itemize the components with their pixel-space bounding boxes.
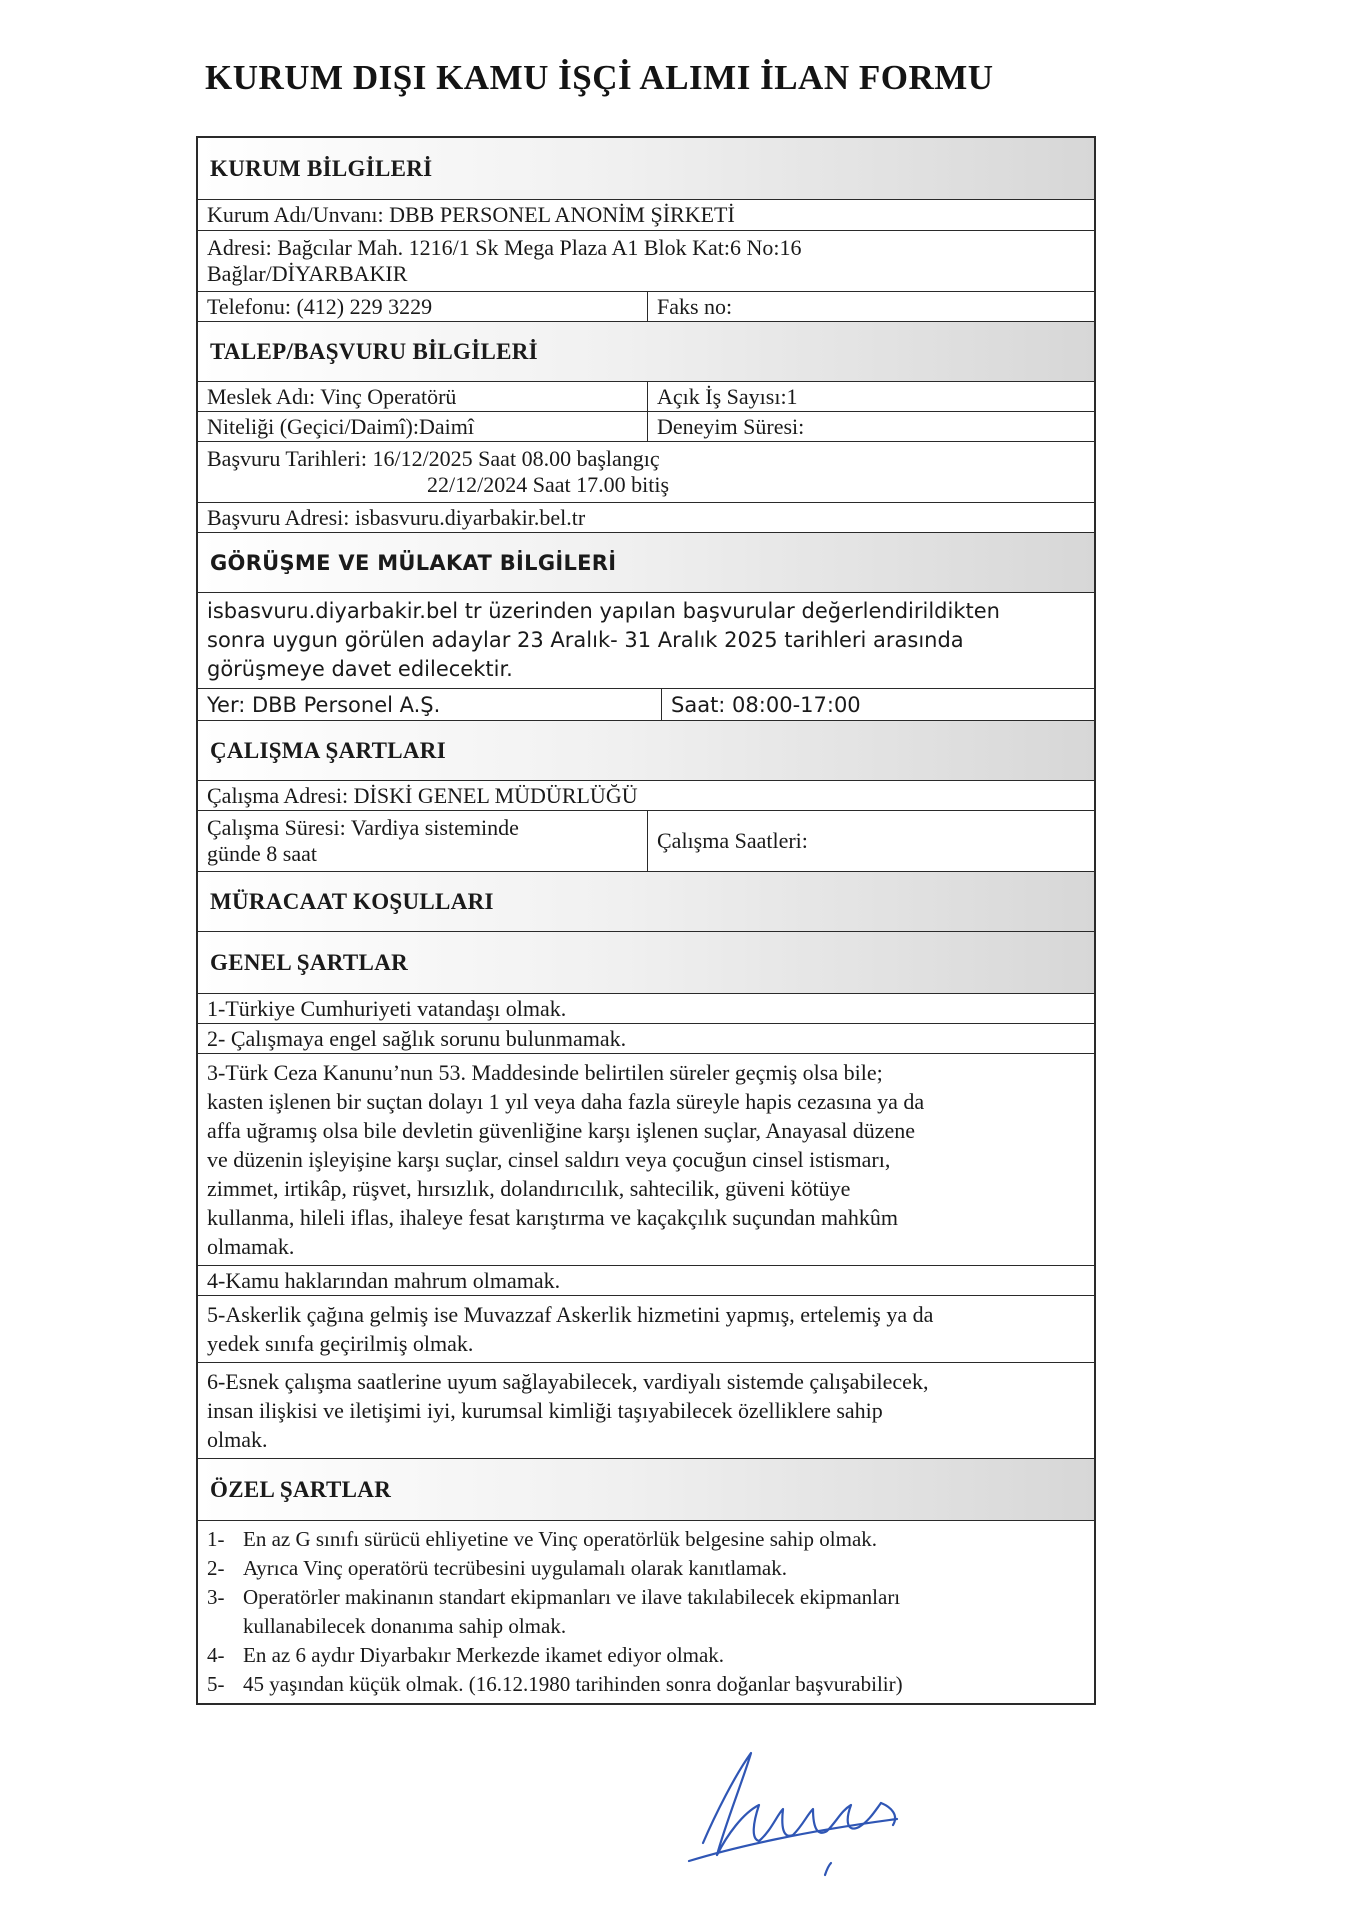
list-item-number: 2- [207, 1556, 225, 1580]
list-item-text: En az G sınıfı sürücü ehliyetine ve Vinç operatörlük belgesine sahip olmak. [243, 1527, 878, 1551]
section-heading-ozel: ÖZEL ŞARTLAR [198, 1459, 1094, 1520]
niteligi: Niteliği (Geçici/Daimî):Daimî [198, 412, 648, 441]
genel-sart-5 [198, 1296, 1094, 1362]
kurum-adres-line-2: Bağlar/DİYARBAKIR [207, 261, 408, 286]
page-title: KURUM DIŞI KAMU İŞÇİ ALIMI İLAN FORMU [205, 58, 994, 97]
genel-sart-2: 2- Çalışmaya engel sağlık sorunu bulunmamak. [207, 1025, 627, 1051]
ozel-sartlar-list [198, 1521, 1094, 1703]
row-genel-6 [198, 1363, 1094, 1459]
row-genel-1 [198, 994, 1094, 1024]
calisma-suresi-line-2: günde 8 saat [207, 841, 317, 866]
list-item-text: Ayrıca Vinç operatörü tecrübesini uygulamalı olarak kanıtlamak. [243, 1556, 787, 1580]
genel-sart-3-line: 3-Türk Ceza Kanunu’nun 53. Maddesinde belirtilen süreler geçmiş olsa bile; [207, 1060, 883, 1085]
gorusme-aciklama [198, 593, 1094, 688]
genel-sart-5-line: yedek sınıfa geçirilmiş olmak. [207, 1331, 474, 1356]
row-genel-3 [198, 1054, 1094, 1266]
genel-sart-5-line: 5-Askerlik çağına gelmiş ise Muvazzaf Askerlik hizmetini yapmış, ertelemiş ya da [207, 1302, 934, 1327]
section-talep [198, 322, 1094, 382]
list-item [207, 1583, 1085, 1641]
gorusme-line-2: sonra uygun görülen adaylar 23 Aralık- 31 Aralık 2025 tarihleri arasında [207, 628, 964, 652]
kurum-telefon: Telefonu: (412) 229 3229 [198, 292, 648, 321]
gorusme-yer: Yer: DBB Personel A.Ş. [198, 689, 662, 720]
signature [655, 1735, 925, 1885]
list-item-number: 3- [207, 1585, 225, 1609]
genel-sart-3-line: kullanma, hileli iflas, ihaleye fesat karıştırma ve kaçakçılık suçundan mahkûm [207, 1205, 898, 1230]
calisma-suresi [198, 811, 648, 871]
row-genel-4 [198, 1266, 1094, 1296]
genel-sart-6-line: olmak. [207, 1427, 268, 1452]
section-calisma [198, 721, 1094, 781]
row-kurum-adres [198, 231, 1094, 292]
list-item-line: Operatörler makinanın standart ekipmanları ve ilave takılabilecek ekipmanları [243, 1585, 901, 1609]
gorusme-line-3: görüşmeye davet edilecektir. [207, 657, 513, 681]
section-muracaat [198, 872, 1094, 932]
row-genel-5 [198, 1296, 1094, 1363]
basvuru-bitis: 22/12/2024 Saat 17.00 bitiş [427, 472, 669, 497]
genel-sart-4: 4-Kamu haklarından mahrum olmamak. [207, 1267, 561, 1293]
row-niteligi [198, 412, 1094, 442]
row-calisma-adres [198, 781, 1094, 811]
calisma-adresi: Çalışma Adresi: DİSKİ GENEL MÜDÜRLÜĞÜ [207, 782, 638, 808]
row-gorusme-text [198, 593, 1094, 689]
genel-sart-6-line: insan ilişkisi ve iletişimi iyi, kurumsal kimliği taşıyabilecek özelliklere sahip [207, 1398, 883, 1423]
deneyim-suresi: Deneyim Süresi: [657, 413, 805, 439]
basvuru-tarihleri [198, 442, 1094, 502]
list-item [207, 1554, 1085, 1583]
calisma-suresi-line-1: Çalışma Süresi: Vardiya sisteminde [207, 815, 519, 840]
calisma-saatleri: Çalışma Saatleri: [657, 828, 808, 853]
genel-sart-3-line: kasten işlenen bir suçtan dolayı 1 yıl veya daha fazla süreyle hapis cezasına ya da [207, 1089, 925, 1114]
section-heading-gorusme: GÖRÜŞME VE MÜLAKAT BİLGİLERİ [198, 533, 1094, 592]
list-item-text: 45 yaşından küçük olmak. (16.12.1980 tarihinden sonra doğanlar başvurabilir) [243, 1672, 903, 1696]
row-genel-2 [198, 1024, 1094, 1054]
section-genel [198, 932, 1094, 994]
genel-sart-3-line: zimmet, irtikâp, rüşvet, hırsızlık, dolandırıcılık, sahtecilik, güveni kötüye [207, 1176, 851, 1201]
genel-sart-3 [198, 1054, 1094, 1265]
gorusme-saat: Saat: 08:00-17:00 [671, 692, 861, 717]
list-item [207, 1670, 1085, 1699]
list-item [207, 1525, 1085, 1554]
row-basvuru-adres [198, 503, 1094, 533]
announcement-form [196, 136, 1096, 1705]
row-meslek [198, 382, 1094, 412]
row-yer-saat [198, 689, 1094, 721]
row-calisma-sure [198, 811, 1094, 872]
genel-sart-6 [198, 1363, 1094, 1458]
kurum-adres [198, 231, 1094, 291]
row-basvuru-tarihleri [198, 442, 1094, 503]
section-kurum [198, 138, 1094, 200]
gorusme-line-1: isbasvuru.diyarbakir.bel tr üzerinden yapılan başvurular değerlendirildikten [207, 599, 1000, 623]
row-kurum-adi [198, 200, 1094, 231]
section-heading-talep: TALEP/BAŞVURU BİLGİLERİ [198, 322, 1094, 381]
list-item [207, 1641, 1085, 1670]
list-item-number: 1- [207, 1527, 225, 1551]
list-item-number: 5- [207, 1672, 225, 1696]
list-item-text: En az 6 aydır Diyarbakır Merkezde ikamet ediyor olmak. [243, 1643, 725, 1667]
kurum-faks: Faks no: [657, 293, 733, 319]
basvuru-adresi: Başvuru Adresi: isbasvuru.diyarbakir.bel.tr [207, 504, 586, 530]
row-ozel-list [198, 1521, 1094, 1703]
section-ozel [198, 1459, 1094, 1521]
section-gorusme [198, 533, 1094, 593]
genel-sart-3-line: ve düzenin işleyişine karşı suçlar, cinsel saldırı veya çocuğun cinsel istismarı, [207, 1147, 891, 1172]
acik-is-sayisi: Açık İş Sayısı:1 [657, 383, 798, 409]
genel-sart-3-line: olmamak. [207, 1234, 295, 1259]
section-heading-muracaat: MÜRACAAT KOŞULLARI [198, 872, 1094, 931]
section-heading-genel: GENEL ŞARTLAR [198, 932, 1094, 993]
genel-sart-6-line: 6-Esnek çalışma saatlerine uyum sağlayabilecek, vardiyalı sistemde çalışabilecek, [207, 1369, 929, 1394]
list-item-number: 4- [207, 1643, 225, 1667]
genel-sart-1: 1-Türkiye Cumhuriyeti vatandaşı olmak. [207, 995, 567, 1021]
genel-sart-3-line: affa uğramış olsa bile devletin güvenliğine karşı işlenen suçlar, Anayasal düzene [207, 1118, 915, 1143]
list-item-line: kullanabilecek donanıma sahip olmak. [243, 1614, 567, 1638]
kurum-adres-line-1: Adresi: Bağcılar Mah. 1216/1 Sk Mega Plaza A1 Blok Kat:6 No:16 [207, 235, 802, 260]
meslek-adi: Meslek Adı: Vinç Operatörü [198, 382, 648, 411]
section-heading-calisma: ÇALIŞMA ŞARTLARI [198, 721, 1094, 780]
row-telefon-faks [198, 292, 1094, 322]
section-heading-kurum: KURUM BİLGİLERİ [198, 138, 1094, 199]
basvuru-baslangic: Başvuru Tarihleri: 16/12/2025 Saat 08.00 başlangıç [207, 446, 660, 471]
kurum-adi: Kurum Adı/Unvanı: DBB PERSONEL ANONİM ŞİRKETİ [207, 202, 735, 227]
list-item-text [243, 1583, 1085, 1641]
